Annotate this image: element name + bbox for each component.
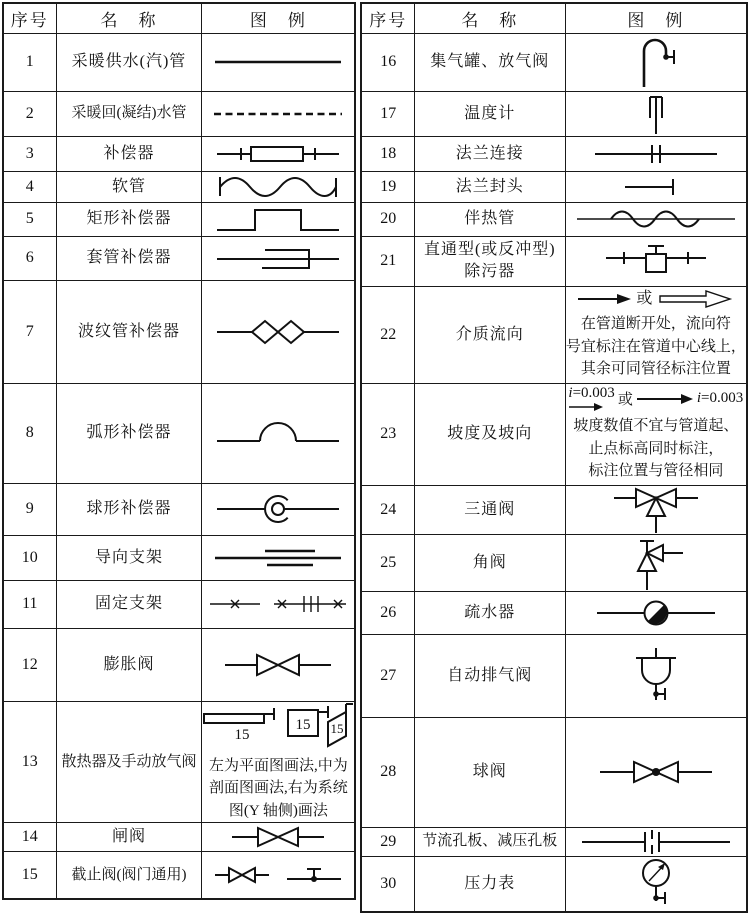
flange-connection-symbol [593,143,719,165]
table-row [361,136,747,171]
row-num: 10 [3,535,56,580]
row-name: 采暖供水(汽)管 [56,33,202,91]
table-row [361,171,747,202]
col-header-num: 序号 [361,3,414,33]
table-row [3,580,355,628]
table-row [361,383,747,485]
row-num: 19 [361,171,414,202]
table-row [361,202,747,236]
fixed-support-symbol [208,594,348,614]
row-name: 法兰连接 [414,136,565,171]
table-row [361,534,747,591]
slope-arrow-long [636,393,694,405]
header-row [3,3,355,33]
table-row [361,634,747,717]
table-row [3,202,355,236]
row-num: 23 [361,383,414,485]
table-row [3,91,355,136]
table-row [361,236,747,286]
or-text: 或 [617,392,633,409]
table-row [361,856,747,912]
col-header-legend: 图 例 [202,3,356,33]
steam-trap-symbol [596,599,716,627]
expansion-valve-symbol [223,652,333,678]
row-num: 28 [361,717,414,827]
table-row [3,171,355,202]
slope-arrow-small [568,402,604,412]
row-name: 温度计 [414,91,565,136]
row-num: 3 [3,136,56,171]
table-row [3,628,355,701]
auto-air-vent-symbol [624,646,688,706]
row-name: 球阀 [414,717,565,827]
row-num: 12 [3,628,56,701]
table-row [361,33,747,91]
flow-arrow-hollow [656,289,734,309]
table-row [3,701,355,823]
rect-compensator-symbol [215,204,341,234]
col-header-name: 名 称 [56,3,202,33]
hose-symbol [215,174,341,200]
flange-cap-symbol [621,176,691,198]
angle-valve-symbol [625,535,687,591]
row-num: 24 [361,485,414,534]
row-num: 11 [3,580,56,628]
row-name: 自动排气阀 [414,634,565,717]
col-header-num: 序号 [3,3,56,33]
row-num: 1 [3,33,56,91]
table-row [361,591,747,634]
spherical-compensator-symbol [215,492,341,526]
flow-arrow-filled [577,292,633,306]
compensator-symbol [215,142,341,166]
row-name: 伴热管 [414,202,565,236]
table-row [3,483,355,535]
row-name: 散热器及手动放气阀 [56,701,202,823]
stop-valve-symbol [213,865,271,885]
table-row [3,823,355,852]
row-num: 9 [3,483,56,535]
svg-text:15: 15 [330,720,344,736]
row-name: 截止阀(阀门通用) [56,852,202,899]
row-name: 矩形补偿器 [56,202,202,236]
row-name: 法兰封头 [414,171,565,202]
table-row [3,280,355,383]
row-name: 固定支架 [56,580,202,628]
slope-note: 坡度数值不宜与管道起、 止点标高同时标注， 标注位置与管径相同 [573,418,739,480]
row-name: 膨胀阀 [56,628,202,701]
row-name: 采暖回(凝结)水管 [56,91,202,136]
air-collector-vent-symbol [632,35,680,89]
row-name: 介质流向 [414,286,565,383]
table-row [361,286,747,383]
legend-table-right [360,2,748,913]
flow-note: 在管道断开处，流向符 号宜标注在管道中心线上， 其余可同管径标注位置 [565,316,746,378]
supply-pipe-symbol [213,58,343,66]
row-num: 15 [3,852,56,899]
row-num: 2 [3,91,56,136]
orifice-plate-symbol [581,829,731,855]
row-name: 套管补偿器 [56,236,202,280]
row-num: 27 [361,634,414,717]
row-num: 8 [3,383,56,483]
row-name: 疏水器 [414,591,565,634]
row-name: 三通阀 [414,485,565,534]
row-num: 16 [361,33,414,91]
table-row [361,827,747,856]
row-name: 压力表 [414,856,565,912]
table-row [361,91,747,136]
row-name: 补偿器 [56,136,202,171]
table-row [361,717,747,827]
row-name: 坡度及坡向 [414,383,565,485]
table-row [3,383,355,483]
row-num: 26 [361,591,414,634]
row-num: 4 [3,171,56,202]
radiator-note: 左为平面图画法,中为 剖面图画法,右为系统 图(Y 轴侧)画法 [209,757,348,819]
row-name: 节流孔板、减压孔板 [414,827,565,856]
row-num: 18 [361,136,414,171]
row-num: 17 [361,91,414,136]
slope-label: i=0.003 [568,385,615,402]
row-num: 5 [3,202,56,236]
row-num: 6 [3,236,56,280]
row-name: 球形补偿器 [56,483,202,535]
row-name: 闸阀 [56,823,202,852]
ball-valve-symbol [598,760,714,784]
row-num: 25 [361,534,414,591]
slope-label: i=0.003 [696,390,744,407]
row-num: 13 [3,701,56,823]
table-row [3,136,355,171]
sleeve-compensator-symbol [215,243,341,273]
strainer-symbol [604,242,708,280]
or-text: 或 [636,290,654,308]
row-num: 22 [361,286,414,383]
row-name: 直通型(或反冲型) 除污器 [414,236,565,286]
heat-traced-pipe-symbol [576,207,736,231]
generic-valve-symbol [285,864,343,886]
pressure-gauge-symbol [634,857,678,911]
row-name: 角阀 [414,534,565,591]
three-way-valve-symbol [610,486,702,534]
table-row [361,485,747,534]
row-name: 导向支架 [56,535,202,580]
svg-text:15: 15 [234,726,250,743]
row-num: 29 [361,827,414,856]
table-row [3,236,355,280]
row-num: 14 [3,823,56,852]
row-num: 20 [361,202,414,236]
col-header-legend: 图 例 [565,3,747,33]
row-num: 7 [3,280,56,383]
row-name: 波纹管补偿器 [56,280,202,383]
table-row [3,33,355,91]
svg-text:15: 15 [295,716,311,733]
radiator-symbols [202,702,354,752]
col-header-name: 名 称 [414,3,565,33]
return-pipe-symbol [212,110,344,118]
row-name: 集气罐、放气阀 [414,33,565,91]
row-num: 21 [361,236,414,286]
row-name: 软管 [56,171,202,202]
row-num: 30 [361,856,414,912]
arc-compensator-symbol [215,420,341,446]
legend-table-left [2,2,356,900]
bellows-compensator-symbol [215,318,341,346]
gate-valve-symbol [230,826,326,848]
header-row [361,3,747,33]
table-row [3,535,355,580]
thermometer-symbol [643,92,669,136]
table-row [3,852,355,899]
guide-support-symbol [213,547,343,569]
row-name: 弧形补偿器 [56,383,202,483]
